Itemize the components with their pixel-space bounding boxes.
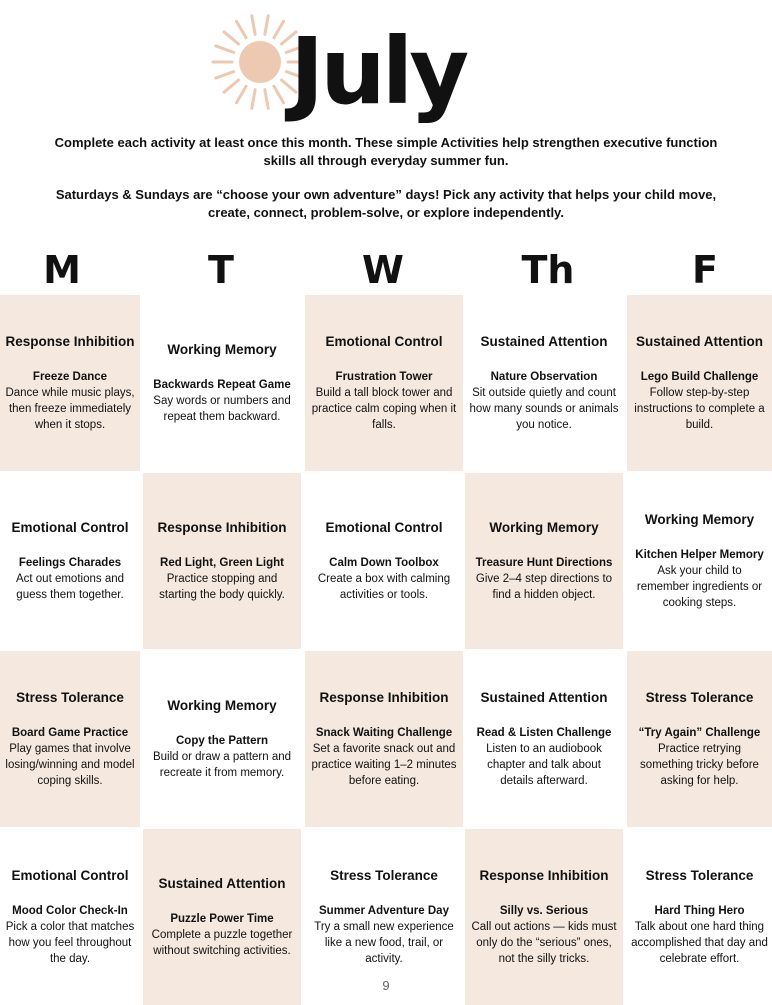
skill-heading: Sustained Attention — [158, 876, 286, 891]
skill-heading: Stress Tolerance — [16, 690, 124, 705]
weekday-header-row — [0, 248, 772, 292]
activity-name: Copy the Pattern — [175, 735, 268, 747]
activity-description: Create a box with calming activities or tools. — [317, 573, 451, 601]
sun-ray — [252, 16, 255, 35]
day-label-tuesday: T — [208, 248, 234, 292]
activity-name: Hard Thing Hero — [654, 905, 745, 917]
activity-cell — [627, 295, 772, 471]
activity-name: Mood Color Check-In — [12, 905, 128, 917]
skill-heading: Sustained Attention — [480, 690, 608, 705]
skill-heading: Emotional Control — [11, 868, 129, 883]
sun-ray — [265, 90, 268, 109]
activity-cell — [0, 473, 140, 649]
activity-name: Snack Waiting Challenge — [315, 727, 453, 739]
day-label-friday: F — [692, 248, 718, 292]
activity-name: Kitchen Helper Memory — [635, 549, 764, 561]
day-label-thursday: Th — [521, 248, 575, 292]
activity-description: Say words or numbers and repeat them backward. — [153, 395, 291, 423]
activity-description: Follow step-by-step instructions to complete a build. — [634, 387, 765, 431]
activity-cell — [305, 473, 463, 649]
activity-description: Sit outside quietly and count how many sounds or animals you notice. — [469, 387, 619, 431]
activity-description: Pick a color that matches how you feel throughout the day. — [5, 921, 135, 965]
activity-description: Set a favorite snack out and practice waiting 1–2 minutes before eating. — [311, 743, 457, 787]
sun-ray — [216, 46, 234, 52]
page-header — [0, 0, 772, 290]
skill-heading: Sustained Attention — [480, 334, 608, 349]
activity-cell — [465, 295, 623, 471]
activity-description: Ask your child to remember ingredients or cooking steps. — [636, 565, 763, 609]
skill-heading: Response Inhibition — [5, 334, 135, 349]
activity-cell — [0, 651, 140, 827]
activity-description: Build or draw a pattern and recreate it from memory. — [152, 751, 292, 779]
skill-heading: Working Memory — [167, 342, 277, 357]
activity-cell — [305, 295, 463, 471]
sun-ray — [216, 72, 234, 78]
activity-description: Complete a puzzle together without switching activities. — [151, 929, 293, 957]
skill-heading: Response Inhibition — [157, 520, 287, 535]
skill-heading: Emotional Control — [325, 334, 443, 349]
activity-description: Talk about one hard thing accomplished that day and celebrate effort. — [631, 921, 768, 965]
sun-ray — [274, 21, 284, 37]
activity-description: Dance while music plays, then freeze immediately when it stops. — [5, 387, 135, 431]
skill-heading: Working Memory — [644, 512, 755, 527]
skill-heading: Response Inhibition — [319, 690, 449, 705]
activity-name: Silly vs. Serious — [499, 905, 589, 917]
intro-paragraph: Complete each activity at least once this month. These simple Activities help strengthen executive function skills all through everyday summer fun. — [54, 135, 718, 168]
activity-description: Try a small new experience like a new food, trail, or activity. — [314, 921, 454, 965]
activity-name: Frustration Tower — [335, 371, 433, 383]
skill-heading: Working Memory — [167, 698, 277, 713]
activity-cell — [143, 473, 301, 649]
activity-name: Read & Listen Challenge — [476, 727, 612, 739]
day-label-monday: M — [43, 248, 81, 292]
activity-name: Feelings Charades — [18, 557, 122, 569]
sun-ray — [274, 86, 284, 102]
activity-cell — [627, 473, 772, 649]
activity-name: Red Light, Green Light — [160, 557, 284, 569]
activity-name: Backwards Repeat Game — [153, 379, 291, 391]
activity-description: Practice retrying something tricky before asking for help. — [640, 743, 759, 787]
skill-heading: Stress Tolerance — [645, 690, 754, 705]
sun-ray — [265, 16, 268, 35]
activity-name: Puzzle Power Time — [170, 913, 274, 925]
activity-cell — [627, 651, 772, 827]
activity-cell — [143, 295, 301, 471]
sun-ray — [237, 21, 247, 37]
activity-description: Act out emotions and guess them together. — [15, 573, 125, 601]
skill-heading: Stress Tolerance — [645, 868, 754, 883]
activity-name: Nature Observation — [490, 371, 598, 383]
activity-cell — [143, 651, 301, 827]
activity-description: Give 2–4 step directions to find a hidden object. — [475, 573, 613, 601]
day-label-wednesday: W — [362, 248, 404, 292]
activity-cell — [0, 295, 140, 471]
activity-description: Build a tall block tower and practice calm coping when it falls. — [311, 387, 457, 431]
sun-ray — [237, 86, 247, 102]
page-title: July — [290, 18, 466, 125]
skill-heading: Stress Tolerance — [330, 868, 438, 883]
activity-cell — [465, 473, 623, 649]
activity-description: Play games that involve losing/winning and model coping skills. — [5, 743, 135, 787]
activity-name: Summer Adventure Day — [319, 905, 449, 917]
activity-name: Lego Build Challenge — [640, 371, 759, 383]
skill-heading: Emotional Control — [11, 520, 129, 535]
activity-name: “Try Again” Challenge — [638, 727, 761, 739]
weekend-note: Saturdays & Sundays are “choose your own adventure” days! Pick any activity that helps your child move, create, connect, problem-solve, or explore independently. — [55, 187, 717, 220]
skill-heading: Emotional Control — [325, 520, 443, 535]
activity-cell — [305, 651, 463, 827]
activity-cell — [465, 651, 623, 827]
activity-name: Board Game Practice — [11, 727, 129, 739]
skill-heading: Sustained Attention — [636, 334, 763, 349]
skill-heading: Working Memory — [489, 520, 599, 535]
activity-description: Practice stopping and starting the body quickly. — [159, 573, 285, 601]
activity-name: Treasure Hunt Directions — [475, 557, 613, 569]
sun-ray — [224, 80, 239, 92]
sun-ray — [252, 90, 255, 109]
sun-ray — [224, 32, 239, 44]
skill-heading: Response Inhibition — [479, 868, 609, 883]
activity-name: Freeze Dance — [32, 371, 108, 383]
activity-description: Call out actions — kids must only do the “serious” ones, not the silly tricks. — [471, 921, 617, 965]
activity-description: Listen to an audiobook chapter and talk about details afterward. — [486, 743, 602, 787]
activity-name: Calm Down Toolbox — [329, 557, 439, 569]
page-number: 9 — [382, 978, 390, 993]
